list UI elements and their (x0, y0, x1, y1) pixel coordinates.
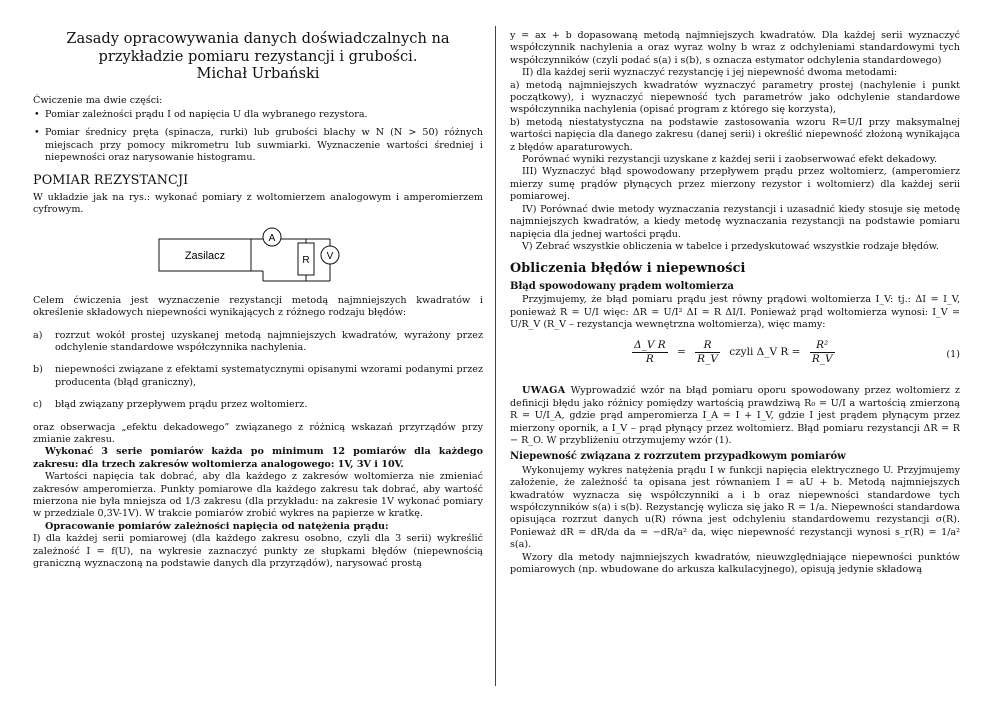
list-label: c) (33, 399, 43, 411)
intro-bullet: • Pomiar zależności prądu I od napięcia U dla wybranego rezystora. (33, 109, 483, 121)
title-line-1: Zasady opracowywania danych doświadczalnych na (66, 30, 450, 47)
document-title (33, 30, 483, 83)
paragraph: III) Wyznaczyć błąd spowodowany przepływem prądu przez woltomierz, (amperomierz mierzy sumę prądów płynących przez mierzony rezystor i woltomierz) dla każdej serii pomiarowej. (510, 166, 960, 203)
paragraph: V) Zebrać wszystkie obliczenia w tabelce i przedyskutować wszystkie rodzaje błędów. (522, 240, 939, 252)
paragraph: oraz obserwacja „efektu dekadowego” związanego z różnicą wskazań przyrządów przy zmianie zakresu. (33, 421, 483, 445)
paragraph: Przyjmujemy, że błąd pomiaru prądu jest równy prądowi woltomierza I_V: tj.: ΔI = I_V, ponieważ R = U/I więc: ΔR = U/I² ΔI = R ΔI/I. Ponieważ prąd woltomierza wynosi: I_V = U/R_V (R_V – rezystancja wewnętrzna woltomierza), więc mamy: (510, 294, 960, 330)
paragraph: IV) Porównać dwie metody wyznaczania rezystancji i uzasadnić kiedy stosuje się metodę najmniejszych kwadratów, a kiedy metodę wyznaczania rezystancji na podstawie pomiaru napięcia dla jednej wartości prądu. (510, 203, 960, 240)
list-text: rozrzut wokół prostej uzyskanej metodą najmniejszych kwadratów, wyrażony przez odchylenie standardowe współczynnika nachylenia. (55, 329, 483, 353)
title-line-2: przykładzie pomiaru rezystancji i grubości. (98, 47, 418, 65)
section-heading-errors: Obliczenia błędów i niepewności (510, 261, 746, 277)
paragraph: Wykonujemy wykres natężenia prądu I w funkcji napięcia elektrycznego U. Przyjmujemy założenie, że zależność ta opisana jest równaniem I = aU + b. Metodą najmniejszych kwadratów wyznacza się współczynniki a i b oraz niepewności standardowe tych współczynników s(a) i s(b). Rezystancję wylicza się jako R = 1/a. Niepewności standardowa opisująca rozrzut danych u(R) równa jest odchyleniu standardowemu rezystancji σ(R). Ponieważ dR = dR/da da = −dR/a² da, więc niepewność rezystancji wynosi s_r(R) = 1/a² s(a). (510, 464, 960, 551)
paragraph: W układzie jak na rys.: wykonać pomiary z woltomierzem analogowym i amperomierzem cyfrowym. (33, 191, 483, 216)
equation-body (630, 339, 837, 365)
list-item (33, 364, 483, 389)
paragraph: a) metodą najmniejszych kwadratów wyznaczyć parametry prostej (nachylenie i punkt początkowy), i wyznaczyć niepewność tych parametrów jako odchylenie standardowe współczynnika nachylenia (opisać program z którego się korzysta), (510, 79, 960, 116)
subsection-heading: Niepewność związana z rozrzutem przypadkowym pomiarów (510, 451, 846, 463)
warning-text: Wyprowadzić wzór na błąd pomiaru oporu spowodowany przez woltomierz z definicji błędu jako różnicy pomiędzy wartością prawdziwą R₀ = U/I a wartością zmierzoną R = U/I_A, gdzie prąd amperomierza I_A = I + I_V, gdzie I jest prądem płynącym przez mierzony opornik, a I_V – prąd płynący przez woltomierz. Błąd pomiaru rezystancji ΔR = R − R_O. W przybliżeniu otrzymujemy wzór (1). (510, 385, 960, 446)
right-column (510, 30, 960, 576)
bold-instruction: Opracowanie pomiarów zależności napięcia od natężenia prądu: (45, 520, 389, 532)
denominator: R_V (811, 352, 833, 365)
intro-bullet: • Pomiar średnicy pręta (spinacza, rurki) lub grubości blachy w N (N > 50) różnych miejscach przy pomocy mikrometru lub suwmiarki. Wyznaczenie wartości średniej i niepewności oraz narysowanie histogramu. (33, 127, 483, 164)
equation-number: (1) (946, 349, 960, 361)
paragraph: Porównać wyniki rezystancji uzyskane z każdej serii i zaobserwować efekt dekadowy. (522, 154, 937, 166)
numerator: R² (810, 339, 835, 352)
list-label: a) (33, 329, 43, 341)
author-name: Michał Urbański (196, 65, 320, 82)
denominator: R_V (697, 352, 718, 365)
numerator: R (695, 339, 720, 352)
fraction (810, 339, 835, 365)
subsection-heading: Błąd spowodowany prądem woltomierza (510, 280, 734, 292)
denominator: R (645, 352, 654, 365)
equals-sign: = (677, 346, 686, 359)
warning-label: UWAGA (522, 385, 566, 397)
equation-connector: czyli Δ_V R = (729, 346, 801, 359)
list-text: błąd związany przepływem prądu przez woltomierz. (55, 399, 308, 411)
intro-bullets (33, 109, 483, 165)
ammeter-label: A (268, 232, 276, 244)
paragraph (510, 385, 960, 447)
paragraph: II) dla każdej serii wyznaczyć rezystancję i jej niepewność dwoma metodami: (522, 67, 898, 79)
power-supply-label: Zasilacz (184, 249, 226, 262)
fraction (695, 339, 720, 365)
intro-lead: Ćwiczenie ma dwie części: (33, 94, 163, 106)
paragraph: b) metodą niestatystyczna na podstawie zastosowania wzoru R=U/I przy maksymalnej wartości napięcia dla danego zakresu (danej serii) i określić niepewność złożoną wynikająca z błędów aparaturowych. (510, 116, 960, 153)
left-column (33, 30, 483, 570)
paragraph: Celem ćwiczenia jest wyznaczenie rezystancji metodą najmniejszych kwadratów i określenie składowych niepewności wynikających z różnego rodzaju błędów: (33, 294, 483, 319)
bold-instruction: Wykonać 3 serie pomiarów każda po minimum 12 pomiarów dla każdego zakresu: dla trzech zakresów woltomierza analogowego: 1V, 3V i 10V. (33, 446, 483, 470)
list-item (33, 330, 483, 355)
section-heading-resistance: POMIAR REZYSTANCJI (33, 172, 189, 188)
circuit-diagram (158, 225, 358, 285)
list-item (33, 399, 483, 411)
resistor-label: R (302, 254, 310, 266)
paragraph: Wzory dla metody najmniejszych kwadratów, nieuwzględniające niepewności punktów pomiarowych (np. wbudowane do arkusza kalkulacyjnego), opisują jedynie składową (510, 551, 960, 576)
numerator: Δ_V R (634, 339, 666, 352)
list-text: niepewności związane z efektami systematycznymi opisanymi wzorami podanymi przez producenta (błąd graniczny), (55, 364, 483, 388)
voltmeter-label: V (326, 250, 334, 262)
paragraph: y = ax + b dopasowaną metodą najmniejszych kwadratów. Dla każdej serii wyznaczyć współczynnik nachylenia a oraz wyraz wolny b wraz z odchyleniami standardowymi tych współczynników (czyli podać s(a) i s(b), s oznacza estymator odchylenia standardowego) (510, 30, 960, 66)
error-types-list (33, 330, 483, 412)
column-divider (495, 26, 496, 686)
paragraph: Wartości napięcia tak dobrać, aby dla każdego z zakresów woltomierza nie zmieniać zakresów amperomierza. Punkty pomiarowe dla każdego zakresu tak dobrać, aby wartość mierzona nie była mniejsza od 1/3 zakresu (dla przykładu: na zakresie 1V wykonać pomiary w przedziale 0,3V-1V). W trakcie pomiarów zrobić wykres na papierze w kratkę. (33, 471, 483, 520)
paragraph: I) dla każdej serii pomiarowej (dla każdego zakresu osobno, czyli dla 3 serii) wykreślić zależność I = f(U), na wykresie zaznaczyć punkty ze słupkami błędów (niepewnością graniczną wyznaczoną na podstawie danych dla przyrządów), narysować prostą (33, 533, 483, 570)
equation-1 (510, 335, 960, 379)
list-label: b) (33, 364, 43, 376)
fraction (632, 339, 668, 365)
